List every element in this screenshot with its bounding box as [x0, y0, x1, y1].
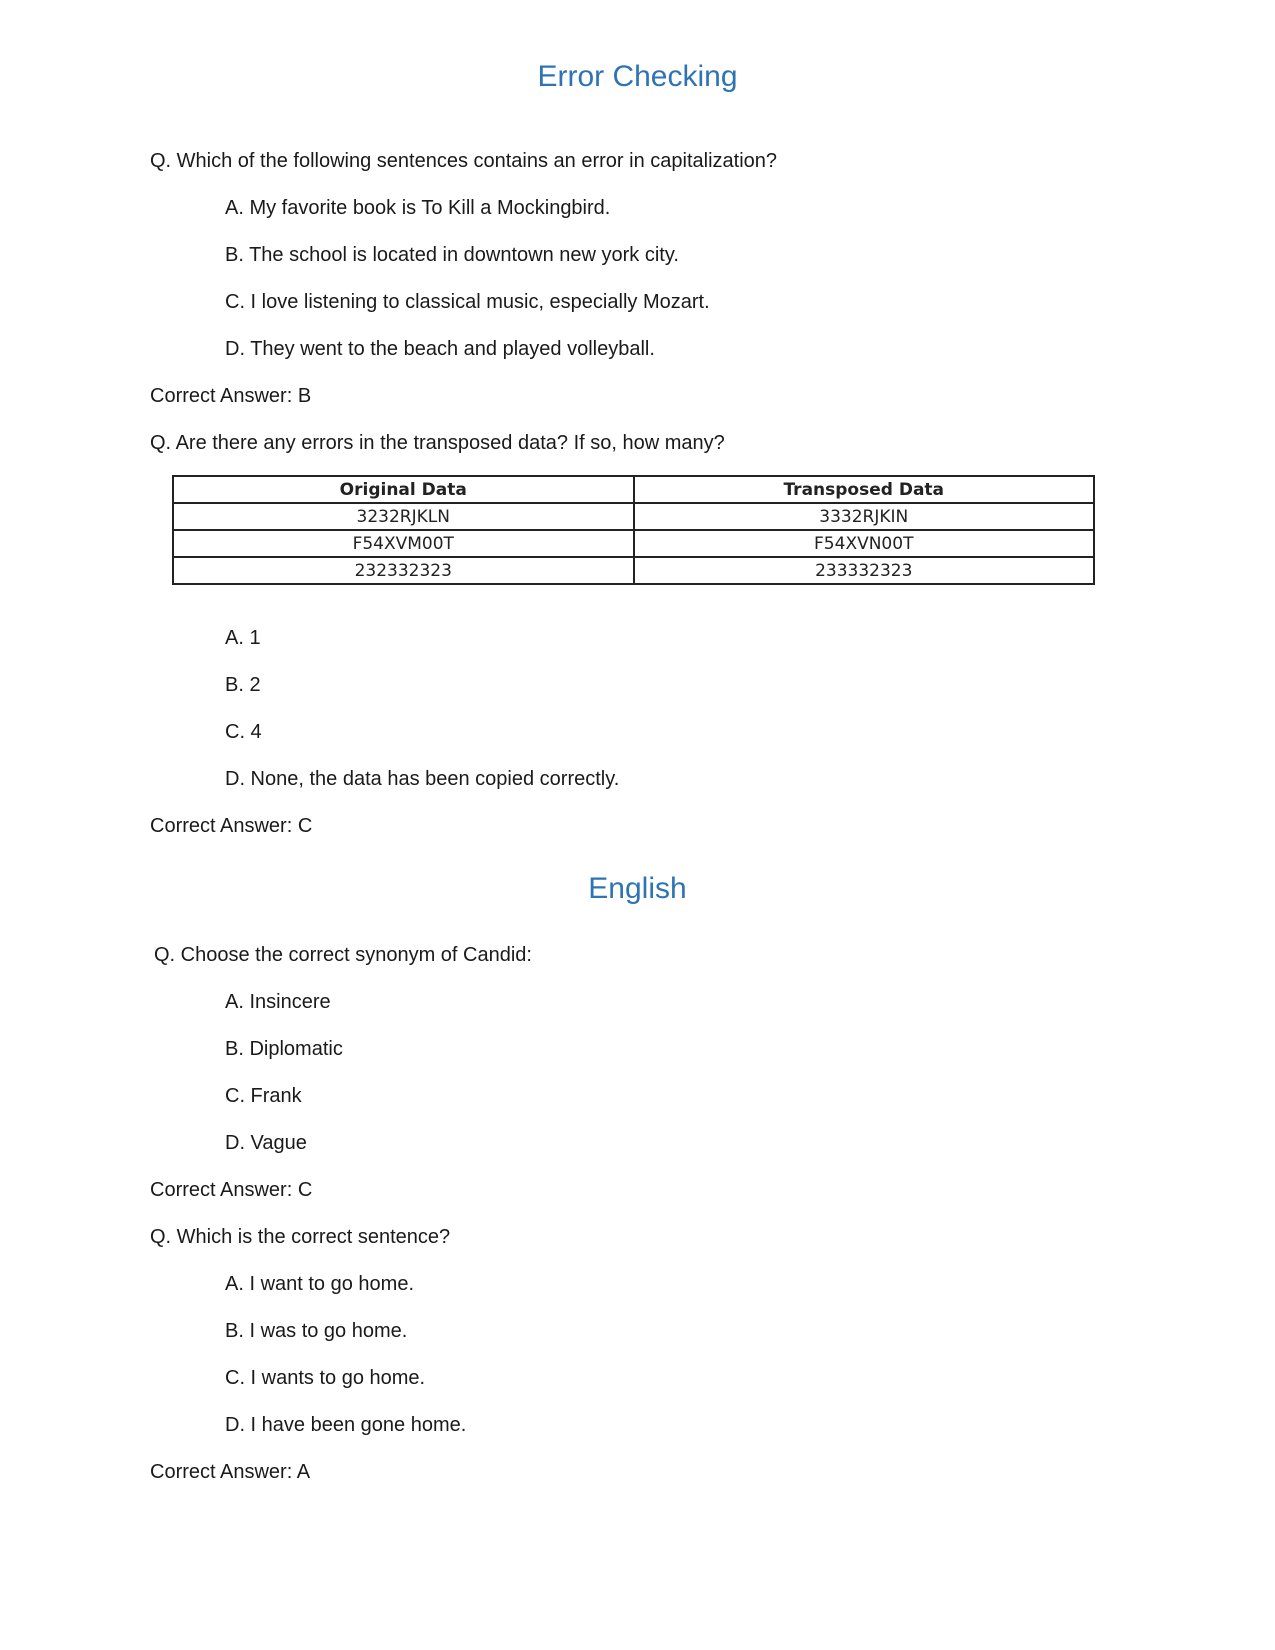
section-heading-error-checking: Error Checking	[537, 60, 738, 93]
table-cell-original: 3232RJKLN	[173, 503, 634, 530]
question-2-option-c: C. 4	[225, 721, 262, 743]
question-4-option-b: B. I was to go home.	[225, 1320, 408, 1342]
section-heading-english: English	[588, 872, 687, 905]
question-3-option-a: A. Insincere	[225, 991, 331, 1013]
table-header-original: Original Data	[173, 476, 634, 503]
question-2-option-a: A. 1	[225, 627, 261, 649]
table-row	[173, 503, 1094, 530]
question-4-prompt: Q. Which is the correct sentence?	[150, 1226, 451, 1248]
question-4-option-c: C. I wants to go home.	[225, 1367, 426, 1389]
question-3-option-b: B. Diplomatic	[225, 1038, 343, 1060]
question-3-answer: Correct Answer: C	[150, 1179, 313, 1201]
question-1-prompt: Q. Which of the following sentences contains an error in capitalization?	[150, 150, 778, 172]
question-4-option-a: A. I want to go home.	[225, 1273, 414, 1295]
question-2-prompt: Q. Are there any errors in the transposed data? If so, how many?	[150, 432, 725, 454]
question-1-option-c: C. I love listening to classical music, especially Mozart.	[225, 291, 710, 313]
table-row	[173, 557, 1094, 584]
table-cell-transposed: F54XVN00T	[634, 530, 1095, 557]
question-2-answer: Correct Answer: C	[150, 815, 313, 837]
table-cell-transposed: 3332RJKIN	[634, 503, 1095, 530]
question-1-answer: Correct Answer: B	[150, 385, 312, 407]
question-3-option-c: C. Frank	[225, 1085, 302, 1107]
question-2-option-b: B. 2	[225, 674, 261, 696]
question-4-option-d: D. I have been gone home.	[225, 1414, 467, 1436]
table-cell-original: 232332323	[173, 557, 634, 584]
table-row	[173, 530, 1094, 557]
question-2-option-d: D. None, the data has been copied correctly.	[225, 768, 620, 790]
question-1-option-a: A. My favorite book is To Kill a Mockingbird.	[225, 197, 611, 219]
question-3-prompt: Q. Choose the correct synonym of Candid:	[154, 944, 532, 966]
table-cell-original: F54XVM00T	[173, 530, 634, 557]
question-1-option-d: D. They went to the beach and played volleyball.	[225, 338, 655, 360]
table-cell-transposed: 233332323	[634, 557, 1095, 584]
table-header-transposed: Transposed Data	[634, 476, 1095, 503]
question-3-option-d: D. Vague	[225, 1132, 307, 1154]
table-header-row	[173, 476, 1094, 503]
question-4-answer: Correct Answer: A	[150, 1461, 311, 1483]
transposed-data-table	[172, 475, 1095, 585]
question-1-option-b: B. The school is located in downtown new york city.	[225, 244, 679, 266]
